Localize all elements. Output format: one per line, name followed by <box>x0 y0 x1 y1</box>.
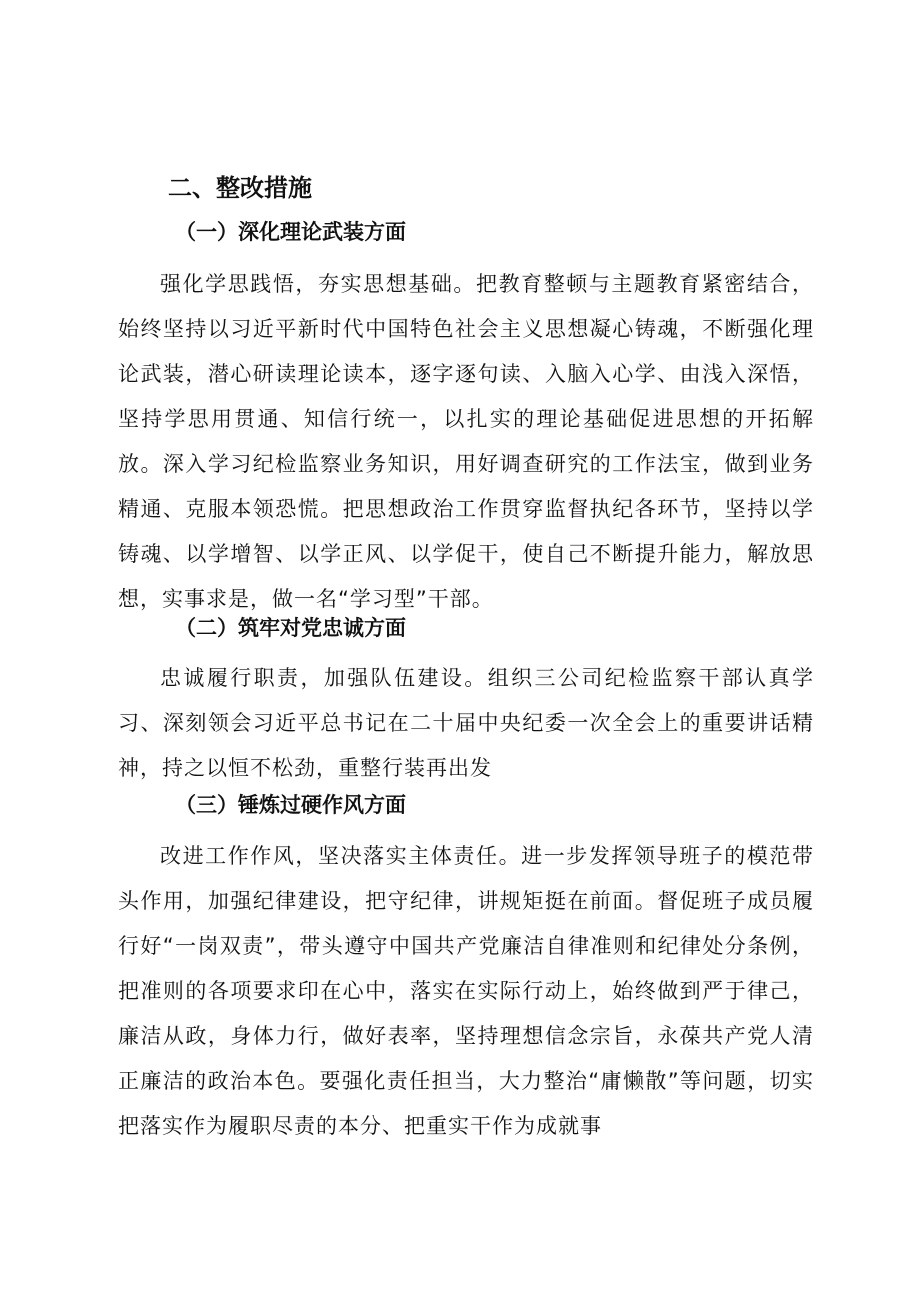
subsection-body-3: 改进工作作风，坚决落实主体责任。进一步发挥领导班子的模范带头作用，加强纪律建设，把守纪律，讲规矩挺在前面。督促班子成员履行好“一岗双责”，带头遵守中国共产党廉洁自律准则和纪律处分条例，把准则的各项要求印在心中，落实在实际行动上，始终做到严于律己，廉洁从政，身体力行，做好表率，坚持理想信念宗旨，永葆共产党人清正廉洁的政治本色。要强化责任担当，大力整治“庸懒散”等问题，切实把落实作为履职尽责的本分、把重实干作为成就事 <box>118 844 814 1138</box>
subsection-body-2: 忠诚履行职责，加强队伍建设。组织三公司纪检监察干部认真学习、深刻领会习近平总书记在二十届中央纪委一次全会上的重要讲话精神，持之以恒不松劲，重整行装再出发 <box>118 666 814 780</box>
subsection-body-1: 强化学思践悟，夯实思想基础。把教育整顿与主题教育紧密结合，始终坚持以习近平新时代中国特色社会主义思想凝心铸魂，不断强化理论武装，潜心研读理论读本，逐字逐句读、入脑入心学、由浅入深悟，坚持学思用贯通、知信行统一，以扎实的理论基础促进思想的开拓解放。深入学习纪检监察业务知识，用好调查研究的工作法宝，做到业务精通、克服本领恐慌。把思想政治工作贯穿监督执纪各环节，坚持以学铸魂、以学增智、以学正风、以学促干，使自己不断提升能力，解放思想，实事求是，做一名“学习型”干部。 <box>118 272 814 611</box>
subsection-title-2: （二）筑牢对党忠诚方面 <box>175 616 406 640</box>
subsection-title-3: （三）锤炼过硬作风方面 <box>175 793 406 817</box>
section-title: 二、整改措施 <box>168 174 312 202</box>
subsection-title-1: （一）深化理论武装方面 <box>175 220 406 244</box>
